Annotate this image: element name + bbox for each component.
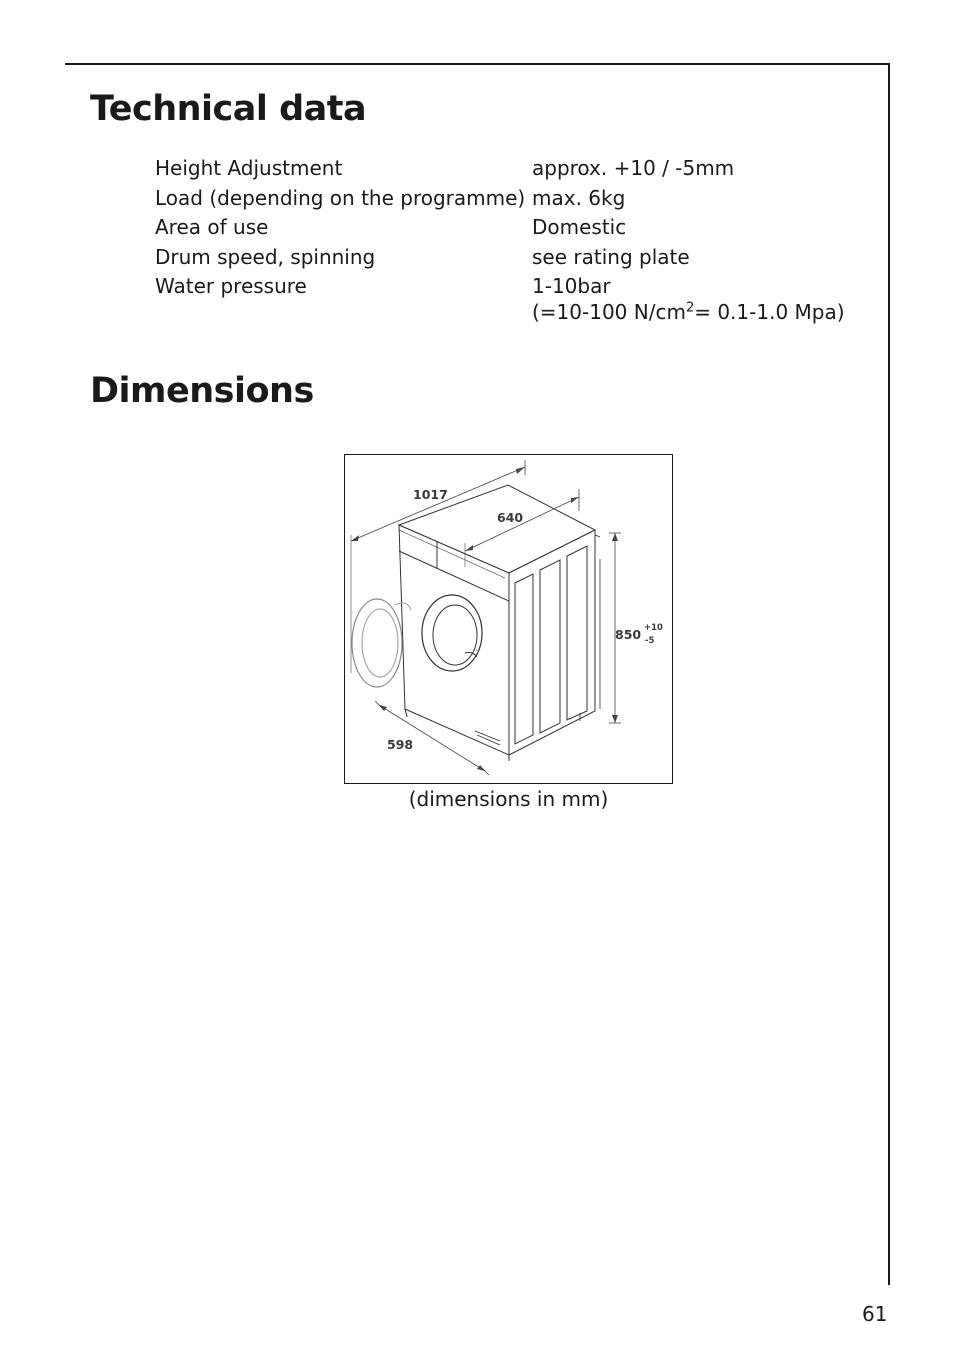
dim-label-850: 850 bbox=[615, 627, 642, 642]
open-door-outer bbox=[352, 599, 402, 687]
right-margin-rule bbox=[888, 63, 890, 1285]
spec-value: 1-10bar bbox=[532, 274, 611, 298]
spec-label: Height Adjustment bbox=[155, 156, 343, 180]
spec-row-water-pressure-conversion bbox=[155, 299, 845, 324]
page-number: 61 bbox=[862, 1302, 888, 1326]
spec-label: Area of use bbox=[155, 215, 269, 239]
conversion-suffix: = 0.1-1.0 Mpa) bbox=[694, 299, 845, 324]
dim-label-1017: 1017 bbox=[413, 487, 448, 502]
conversion-superscript: 2 bbox=[685, 299, 695, 315]
dim-label-640: 640 bbox=[497, 510, 524, 525]
spec-row-area-of-use bbox=[155, 213, 845, 243]
top-rule bbox=[65, 63, 890, 65]
spec-label: Water pressure bbox=[155, 274, 307, 298]
conversion-prefix: (=10-100 N/cm bbox=[532, 299, 686, 324]
dim-label-598: 598 bbox=[387, 737, 414, 752]
spec-value: approx. +10 / -5mm bbox=[532, 156, 735, 180]
spec-row-height-adjustment bbox=[155, 154, 845, 184]
spec-row-drum-speed bbox=[155, 243, 845, 273]
spec-value: max. 6kg bbox=[532, 185, 626, 210]
spec-label-empty bbox=[155, 302, 532, 324]
technical-data-table bbox=[155, 154, 845, 324]
washing-machine-drawing bbox=[345, 455, 672, 783]
dim-label-850-tol-minus: -5 bbox=[645, 636, 655, 646]
spec-row-load bbox=[155, 184, 845, 214]
dimensions-heading: Dimensions bbox=[90, 371, 314, 411]
open-door-inner bbox=[362, 609, 398, 677]
figure-caption: (dimensions in mm) bbox=[408, 787, 609, 811]
water-pressure-conversion bbox=[532, 300, 845, 324]
technical-data-heading: Technical data bbox=[90, 89, 367, 129]
spec-value: see rating plate bbox=[532, 244, 690, 269]
spec-label: Load (depending on the programme) bbox=[155, 185, 526, 210]
spec-label: Drum speed, spinning bbox=[155, 244, 376, 269]
spec-row-water-pressure bbox=[155, 272, 845, 302]
dimensions-figure bbox=[344, 454, 673, 784]
dim-label-850-tol-plus: +10 bbox=[644, 623, 663, 633]
spec-value: Domestic bbox=[532, 215, 627, 239]
